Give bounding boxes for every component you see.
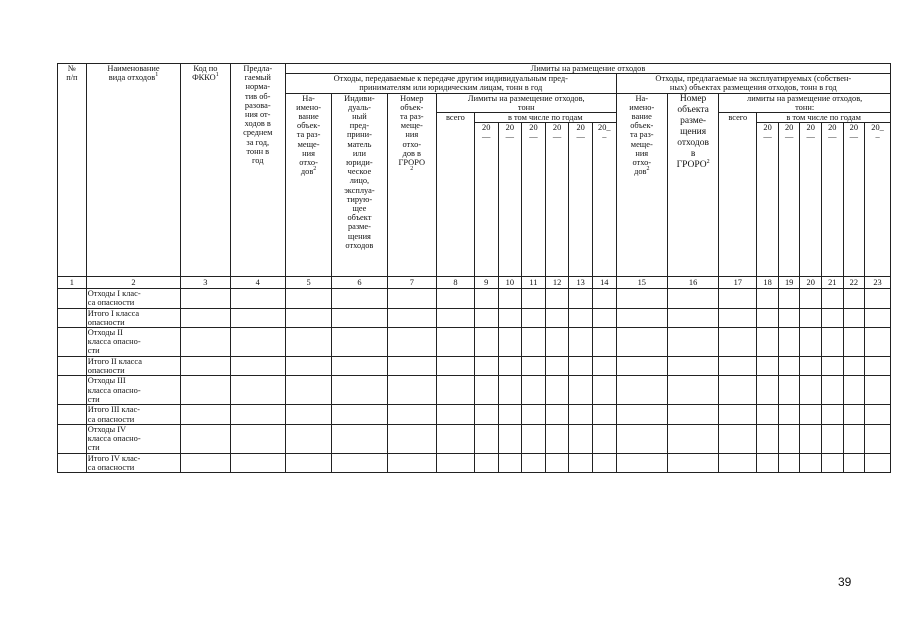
data-cell[interactable]: [387, 376, 436, 405]
data-cell[interactable]: [821, 289, 843, 308]
header-object-name-sup: 2: [313, 166, 317, 173]
data-cell[interactable]: [285, 308, 331, 327]
data-cell[interactable]: [285, 424, 331, 453]
header-own-object-name-sup: 2: [646, 166, 650, 173]
data-cell[interactable]: [181, 308, 230, 327]
column-number-row: [58, 277, 891, 289]
data-cell[interactable]: [616, 424, 667, 453]
data-cell[interactable]: [843, 308, 865, 327]
data-cell[interactable]: [387, 424, 436, 453]
data-cell[interactable]: [545, 357, 569, 376]
data-cell[interactable]: [332, 424, 387, 453]
header-own-object-name: [616, 93, 667, 277]
data-cell[interactable]: [545, 376, 569, 405]
row-label: Итого IV клас- са опасности: [86, 453, 180, 472]
table-row: [58, 289, 891, 308]
header-year-4: 20 —: [545, 123, 569, 277]
data-cell[interactable]: [616, 357, 667, 376]
data-cell[interactable]: [474, 328, 498, 357]
data-cell[interactable]: [285, 357, 331, 376]
data-cell[interactable]: [181, 357, 230, 376]
data-cell[interactable]: [332, 308, 387, 327]
header-year-3: 20 —: [522, 123, 546, 277]
data-cell[interactable]: [285, 453, 331, 472]
data-cell[interactable]: [592, 357, 616, 376]
data-cell[interactable]: [181, 424, 230, 453]
data-cell[interactable]: [285, 289, 331, 308]
data-cell[interactable]: [821, 424, 843, 453]
data-cell[interactable]: [498, 328, 522, 357]
data-cell[interactable]: [719, 453, 757, 472]
table-row: [58, 424, 891, 453]
data-cell[interactable]: [843, 453, 865, 472]
header-own-year-4: 20 —: [821, 123, 843, 277]
data-cell[interactable]: [865, 289, 891, 308]
column-number-cell: 4: [230, 277, 285, 289]
data-cell[interactable]: [181, 376, 230, 405]
data-cell[interactable]: [569, 308, 593, 327]
data-cell[interactable]: [569, 453, 593, 472]
data-cell[interactable]: [436, 328, 474, 357]
data-cell[interactable]: [821, 357, 843, 376]
row-label: Отходы II класса опасно- сти: [86, 328, 180, 357]
data-cell[interactable]: [757, 328, 779, 357]
header-limits-tons: Лимиты на размещение отходов, тонн: [436, 93, 616, 112]
data-cell[interactable]: [757, 308, 779, 327]
data-cell[interactable]: [800, 308, 822, 327]
data-cell[interactable]: [865, 328, 891, 357]
data-cell[interactable]: [719, 289, 757, 308]
data-cell[interactable]: [545, 289, 569, 308]
data-cell[interactable]: [667, 289, 718, 308]
data-cell[interactable]: [230, 308, 285, 327]
data-cell[interactable]: [667, 308, 718, 327]
data-cell[interactable]: [719, 376, 757, 405]
data-cell[interactable]: [800, 376, 822, 405]
header-limits-title: Лимиты на размещение отходов: [285, 64, 890, 74]
cell-num[interactable]: [58, 376, 87, 405]
data-cell[interactable]: [230, 376, 285, 405]
data-cell[interactable]: [545, 308, 569, 327]
data-cell[interactable]: [569, 405, 593, 424]
data-cell[interactable]: [569, 289, 593, 308]
row-label: Итого III клас- са опасности: [86, 405, 180, 424]
data-cell[interactable]: [332, 453, 387, 472]
data-cell[interactable]: [332, 357, 387, 376]
cell-num[interactable]: [58, 357, 87, 376]
data-cell[interactable]: [616, 308, 667, 327]
table-body: [58, 289, 891, 473]
data-cell[interactable]: [719, 424, 757, 453]
data-cell[interactable]: [285, 328, 331, 357]
data-cell[interactable]: [522, 289, 546, 308]
data-cell[interactable]: [474, 289, 498, 308]
data-cell[interactable]: [667, 405, 718, 424]
data-cell[interactable]: [569, 357, 593, 376]
data-cell[interactable]: [800, 453, 822, 472]
column-number-cell: 17: [719, 277, 757, 289]
header-waste-name-sup: 1: [155, 72, 159, 79]
data-cell[interactable]: [616, 453, 667, 472]
data-cell[interactable]: [498, 424, 522, 453]
header-own-year-5: 20 —: [843, 123, 865, 277]
data-cell[interactable]: [843, 376, 865, 405]
row-label: Итого I класса опасности: [86, 308, 180, 327]
data-cell[interactable]: [230, 424, 285, 453]
column-number-cell: 9: [474, 277, 498, 289]
data-cell[interactable]: [230, 453, 285, 472]
data-cell[interactable]: [800, 405, 822, 424]
header-year-2: 20 —: [498, 123, 522, 277]
data-cell[interactable]: [436, 424, 474, 453]
data-cell[interactable]: [498, 308, 522, 327]
column-number-cell: 6: [332, 277, 387, 289]
data-cell[interactable]: [387, 357, 436, 376]
data-cell[interactable]: [332, 328, 387, 357]
data-cell[interactable]: [181, 405, 230, 424]
cell-num[interactable]: [58, 424, 87, 453]
column-number-cell: 16: [667, 277, 718, 289]
header-groro-num: [387, 93, 436, 277]
data-cell[interactable]: [387, 453, 436, 472]
data-cell[interactable]: [522, 453, 546, 472]
header-own-groro-text: Номер объекта разме- щения отходов в ГРОРО: [676, 93, 709, 170]
data-cell[interactable]: [230, 328, 285, 357]
data-cell[interactable]: [667, 453, 718, 472]
data-cell[interactable]: [474, 308, 498, 327]
data-cell[interactable]: [474, 405, 498, 424]
header-total: всего: [436, 113, 474, 277]
data-cell[interactable]: [285, 405, 331, 424]
data-cell[interactable]: [778, 289, 800, 308]
cell-num[interactable]: [58, 453, 87, 472]
cell-num[interactable]: [58, 405, 87, 424]
data-cell[interactable]: [778, 376, 800, 405]
data-cell[interactable]: [843, 357, 865, 376]
header-waste-name: [86, 64, 180, 277]
header-own-group: Отходы, предлагаемые на эксплуатируемых (собствен- ных) объектах размещения отходов, тонн в год: [616, 74, 890, 93]
table-row: [58, 357, 891, 376]
column-number-cell: 8: [436, 277, 474, 289]
row-label: Отходы I клас- са опасности: [86, 289, 180, 308]
column-number-cell: 10: [498, 277, 522, 289]
data-cell[interactable]: [569, 328, 593, 357]
data-cell[interactable]: [865, 424, 891, 453]
data-cell[interactable]: [865, 453, 891, 472]
data-cell[interactable]: [436, 376, 474, 405]
column-number-cell: 22: [843, 277, 865, 289]
data-cell[interactable]: [230, 357, 285, 376]
data-cell[interactable]: [719, 357, 757, 376]
data-cell[interactable]: [436, 405, 474, 424]
data-cell[interactable]: [757, 357, 779, 376]
data-cell[interactable]: [843, 424, 865, 453]
data-cell[interactable]: [592, 405, 616, 424]
data-cell[interactable]: [569, 376, 593, 405]
data-cell[interactable]: [800, 357, 822, 376]
column-number-cell: 7: [387, 277, 436, 289]
column-number-cell: 5: [285, 277, 331, 289]
cell-num[interactable]: [58, 289, 87, 308]
header-groro-num-text: Номер объек- та раз- меще- ния отхо- дов в ГРОРО: [398, 93, 426, 168]
data-cell[interactable]: [592, 308, 616, 327]
column-number-cell: 18: [757, 277, 779, 289]
data-cell[interactable]: [474, 376, 498, 405]
header-fkko-sup: 1: [215, 72, 219, 79]
data-cell[interactable]: [522, 405, 546, 424]
data-cell[interactable]: [522, 424, 546, 453]
header-object-name-text: На- имено- вание объек- та раз- меще- ния отхо- дов: [296, 93, 322, 177]
cell-num[interactable]: [58, 328, 87, 357]
header-num: № п/п: [58, 64, 87, 277]
data-cell[interactable]: [778, 405, 800, 424]
header-own-by-years: в том числе по годам: [757, 113, 891, 123]
data-cell[interactable]: [757, 289, 779, 308]
table-row: [58, 405, 891, 424]
data-cell[interactable]: [778, 453, 800, 472]
data-cell[interactable]: [545, 424, 569, 453]
data-cell[interactable]: [843, 289, 865, 308]
data-cell[interactable]: [843, 328, 865, 357]
data-cell[interactable]: [616, 328, 667, 357]
data-cell[interactable]: [545, 453, 569, 472]
data-cell[interactable]: [545, 405, 569, 424]
data-cell[interactable]: [181, 453, 230, 472]
data-cell[interactable]: [592, 424, 616, 453]
data-cell[interactable]: [436, 289, 474, 308]
header-own-limits: лимиты на размещение отходов, тонн:: [719, 93, 891, 112]
data-cell[interactable]: [719, 405, 757, 424]
data-cell[interactable]: [522, 357, 546, 376]
data-cell[interactable]: [667, 424, 718, 453]
header-norm: Предла- гаемый норма- тив об- разова- ния от- ходов в среднем за год, тонн в год: [230, 64, 285, 277]
column-number-cell: 12: [545, 277, 569, 289]
column-number-cell: 23: [865, 277, 891, 289]
data-cell[interactable]: [719, 328, 757, 357]
data-cell[interactable]: [387, 289, 436, 308]
data-cell[interactable]: [667, 357, 718, 376]
header-own-groro: [667, 93, 718, 277]
data-cell[interactable]: [498, 405, 522, 424]
data-cell[interactable]: [757, 405, 779, 424]
waste-limits-table: [57, 63, 891, 473]
header-by-years: в том числе по годам: [474, 113, 616, 123]
column-number-cell: 15: [616, 277, 667, 289]
data-cell[interactable]: [616, 405, 667, 424]
header-waste-name-text: Наименование вида отходов: [107, 64, 160, 83]
data-cell[interactable]: [498, 357, 522, 376]
data-cell[interactable]: [498, 453, 522, 472]
header-entrepreneur: Индиви- дуаль- ный пред- прини- матель или юриди- ческое лицо, эксплуа- тирую- щее объект разме- щения отходов: [332, 93, 387, 277]
data-cell[interactable]: [522, 376, 546, 405]
data-cell[interactable]: [498, 376, 522, 405]
data-cell[interactable]: [181, 289, 230, 308]
row-label: Итого II класса опасности: [86, 357, 180, 376]
data-cell[interactable]: [778, 308, 800, 327]
data-cell[interactable]: [778, 328, 800, 357]
cell-num[interactable]: [58, 308, 87, 327]
data-cell[interactable]: [821, 405, 843, 424]
header-own-year-1: 20 —: [757, 123, 779, 277]
data-cell[interactable]: [181, 328, 230, 357]
data-cell[interactable]: [592, 328, 616, 357]
header-own-year-2: 20 —: [778, 123, 800, 277]
row-label: Отходы III класса опасно- сти: [86, 376, 180, 405]
data-cell[interactable]: [778, 357, 800, 376]
header-year-1: 20 —: [474, 123, 498, 277]
data-cell[interactable]: [332, 376, 387, 405]
data-cell[interactable]: [230, 289, 285, 308]
data-cell[interactable]: [778, 424, 800, 453]
column-number-cell: 1: [58, 277, 87, 289]
header-own-year-6: 20_ –: [865, 123, 891, 277]
header-own-object-name-text: На- имено- вание объек- та раз- меще- ния отхо- дов: [629, 93, 655, 177]
data-cell[interactable]: [865, 357, 891, 376]
data-cell[interactable]: [821, 328, 843, 357]
column-number-cell: 3: [181, 277, 230, 289]
data-cell[interactable]: [474, 357, 498, 376]
data-cell[interactable]: [387, 405, 436, 424]
column-number-cell: 2: [86, 277, 180, 289]
data-cell[interactable]: [592, 376, 616, 405]
data-cell[interactable]: [436, 308, 474, 327]
data-cell[interactable]: [865, 308, 891, 327]
data-cell[interactable]: [667, 328, 718, 357]
data-cell[interactable]: [592, 453, 616, 472]
header-own-year-3: 20 —: [800, 123, 822, 277]
data-cell[interactable]: [800, 424, 822, 453]
data-cell[interactable]: [719, 308, 757, 327]
header-transfer-group: Отходы, передаваемые к передаче другим индивидуальным пред- принимателям или юридическим лицам, тонн в год: [285, 74, 616, 93]
column-number-cell: 19: [778, 277, 800, 289]
header-fkko-text: Код по ФККО: [192, 64, 218, 83]
data-cell[interactable]: [757, 424, 779, 453]
data-cell[interactable]: [800, 289, 822, 308]
data-cell[interactable]: [498, 289, 522, 308]
column-number-cell: 21: [821, 277, 843, 289]
data-cell[interactable]: [387, 308, 436, 327]
header-object-name: [285, 93, 331, 277]
data-cell[interactable]: [865, 405, 891, 424]
data-cell[interactable]: [436, 453, 474, 472]
header-year-5: 20 —: [569, 123, 593, 277]
table-row: [58, 376, 891, 405]
header-fkko: [181, 64, 230, 277]
data-cell[interactable]: [757, 376, 779, 405]
header-own-groro-sup: 2: [706, 158, 710, 165]
data-cell[interactable]: [230, 405, 285, 424]
table-row: [58, 308, 891, 327]
page-number: 39: [838, 575, 852, 589]
data-cell[interactable]: [387, 328, 436, 357]
data-cell[interactable]: [522, 328, 546, 357]
data-cell[interactable]: [545, 328, 569, 357]
data-cell[interactable]: [285, 376, 331, 405]
data-cell[interactable]: [821, 308, 843, 327]
header-groro-num-sup: 2: [410, 166, 414, 173]
data-cell[interactable]: [569, 424, 593, 453]
data-cell[interactable]: [616, 289, 667, 308]
data-cell[interactable]: [843, 405, 865, 424]
data-cell[interactable]: [522, 308, 546, 327]
column-number-cell: 11: [522, 277, 546, 289]
data-cell[interactable]: [332, 289, 387, 308]
row-label: Отходы IV класса опасно- сти: [86, 424, 180, 453]
data-cell[interactable]: [616, 376, 667, 405]
header-year-6: 20_ –: [592, 123, 616, 277]
column-number-cell: 20: [800, 277, 822, 289]
table-row: [58, 453, 891, 472]
column-number-cell: 13: [569, 277, 593, 289]
data-cell[interactable]: [821, 453, 843, 472]
data-cell[interactable]: [474, 453, 498, 472]
data-cell[interactable]: [332, 405, 387, 424]
data-cell[interactable]: [757, 453, 779, 472]
data-cell[interactable]: [667, 376, 718, 405]
header-own-total: всего: [719, 113, 757, 277]
data-cell[interactable]: [436, 357, 474, 376]
data-cell[interactable]: [592, 289, 616, 308]
column-number-cell: 14: [592, 277, 616, 289]
table-row: [58, 328, 891, 357]
data-cell[interactable]: [821, 376, 843, 405]
data-cell[interactable]: [474, 424, 498, 453]
data-cell[interactable]: [800, 328, 822, 357]
data-cell[interactable]: [865, 376, 891, 405]
